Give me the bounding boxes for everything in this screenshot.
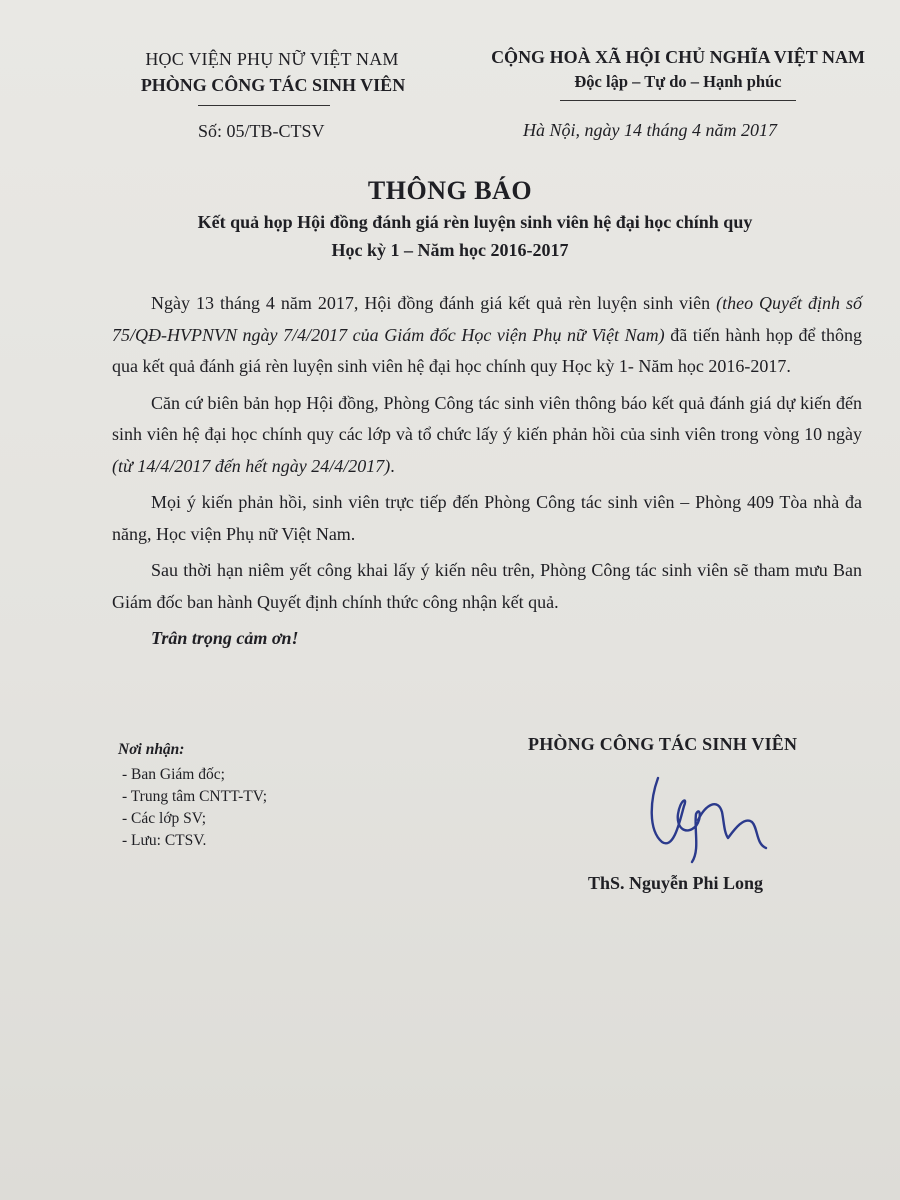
body-paragraph-4: Sau thời hạn niêm yết công khai lấy ý kiến nêu trên, Phòng Công tác sinh viên sẽ tham mưu Ban Giám đốc ban hành Quyết định chính thức công nhận kết quả. [112, 560, 862, 612]
country-name: CỘNG HOÀ XÃ HỘI CHỦ NGHĨA VIỆT NAM [491, 47, 865, 67]
recipients-list [122, 764, 267, 852]
p2-italic: (từ 14/4/2017 đến hết ngày 24/4/2017) [112, 455, 391, 476]
body-paragraph-3: Mọi ý kiến phản hồi, sinh viên trực tiếp đến Phòng Công tác sinh viên – Phòng 409 Tòa nhà đa năng, Học viện Phụ nữ Việt Nam. [112, 492, 862, 544]
document-subtitle: Kết quả họp Hội đồng đánh giá rèn luyện sinh viên hệ đại học chính quy [197, 212, 753, 232]
closing-thanks: Trân trọng cảm ơn! [151, 628, 299, 648]
document-number: Số: 05/TB-CTSV [198, 121, 325, 141]
handwritten-signature [640, 770, 790, 870]
p2-text: Căn cứ biên bản họp Hội đồng, Phòng Công tác sinh viên thông báo kết quả đánh giá dự kiến đến sinh viên hệ đại học chính quy các lớp và tổ chức lấy ý kiến phản hồi của sinh viên trong vòng 10 ngày [112, 392, 862, 444]
org-unit-name: PHÒNG CÔNG TÁC SINH VIÊN [140, 75, 406, 95]
document-title: THÔNG BÁO [367, 176, 533, 205]
document-body [112, 288, 862, 660]
recipients-title: Nơi nhận: [118, 741, 185, 758]
org-parent-name: HỌC VIỆN PHỤ NỮ VIỆT NAM [145, 49, 399, 69]
p2-end: . [390, 455, 395, 476]
document-subtitle-term: Học kỳ 1 – Năm học 2016-2017 [331, 240, 569, 260]
recipient-item: - Trung tâm CNTT-TV; [122, 788, 268, 805]
p1-end: đã tiến hành họp để thông qua kết quả đánh giá rèn luyện sinh viên hệ đại học chính quy Học kỳ 1- Năm học 2016-2017. [112, 324, 863, 376]
body-paragraph-1 [112, 288, 862, 383]
recipient-item: - Lưu: CTSV. [122, 832, 207, 849]
org-unit-underline [198, 105, 330, 106]
p1-italic: (theo Quyết định số 75/QĐ-HVPNVN ngày 7/4/2017 của Giám đốc Học viện Phụ nữ Việt Nam) [112, 293, 863, 345]
motto-underline [560, 100, 796, 101]
signatory-unit: PHÒNG CÔNG TÁC SINH VIÊN [528, 734, 798, 754]
p1-text: Ngày 13 tháng 4 năm 2017, Hội đồng đánh giá kết quả rèn luyện sinh viên [151, 293, 717, 313]
signatory-name: ThS. Nguyễn Phi Long [588, 873, 764, 893]
recipient-item: - Ban Giám đốc; [122, 766, 225, 783]
national-motto: Độc lập – Tự do – Hạnh phúc [574, 72, 782, 91]
document-date: Hà Nội, ngày 14 tháng 4 năm 2017 [523, 120, 777, 140]
body-paragraph-2 [112, 388, 862, 483]
recipient-item: - Các lớp SV; [122, 810, 207, 827]
